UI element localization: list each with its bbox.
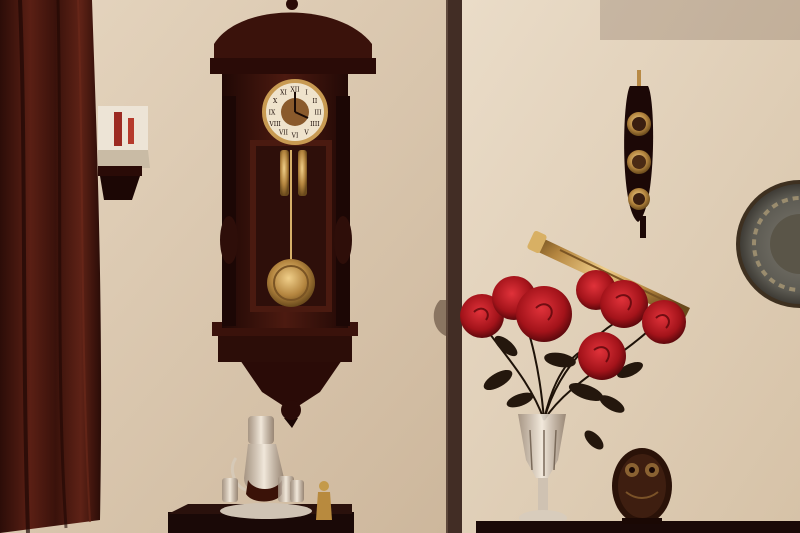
top-shadow (600, 0, 800, 40)
clock-numeral: XII (290, 86, 300, 94)
owl-figurine (612, 448, 672, 524)
curtain (0, 0, 101, 533)
clock-numeral: IIII (310, 121, 320, 128)
clock-numeral: XI (280, 89, 287, 97)
clock-numeral: VI (291, 132, 299, 140)
clock-numeral: IX (268, 109, 276, 117)
clock-numeral: VII (278, 129, 289, 137)
clock-numeral: III (314, 109, 322, 117)
clock-numeral: VIII (269, 121, 281, 128)
clock-numeral: II (312, 98, 318, 105)
wall-corner-shadow (446, 0, 464, 533)
clock-numeral: V (304, 129, 309, 137)
clock-numeral: X (272, 98, 278, 105)
clock-numeral: I (305, 89, 308, 97)
